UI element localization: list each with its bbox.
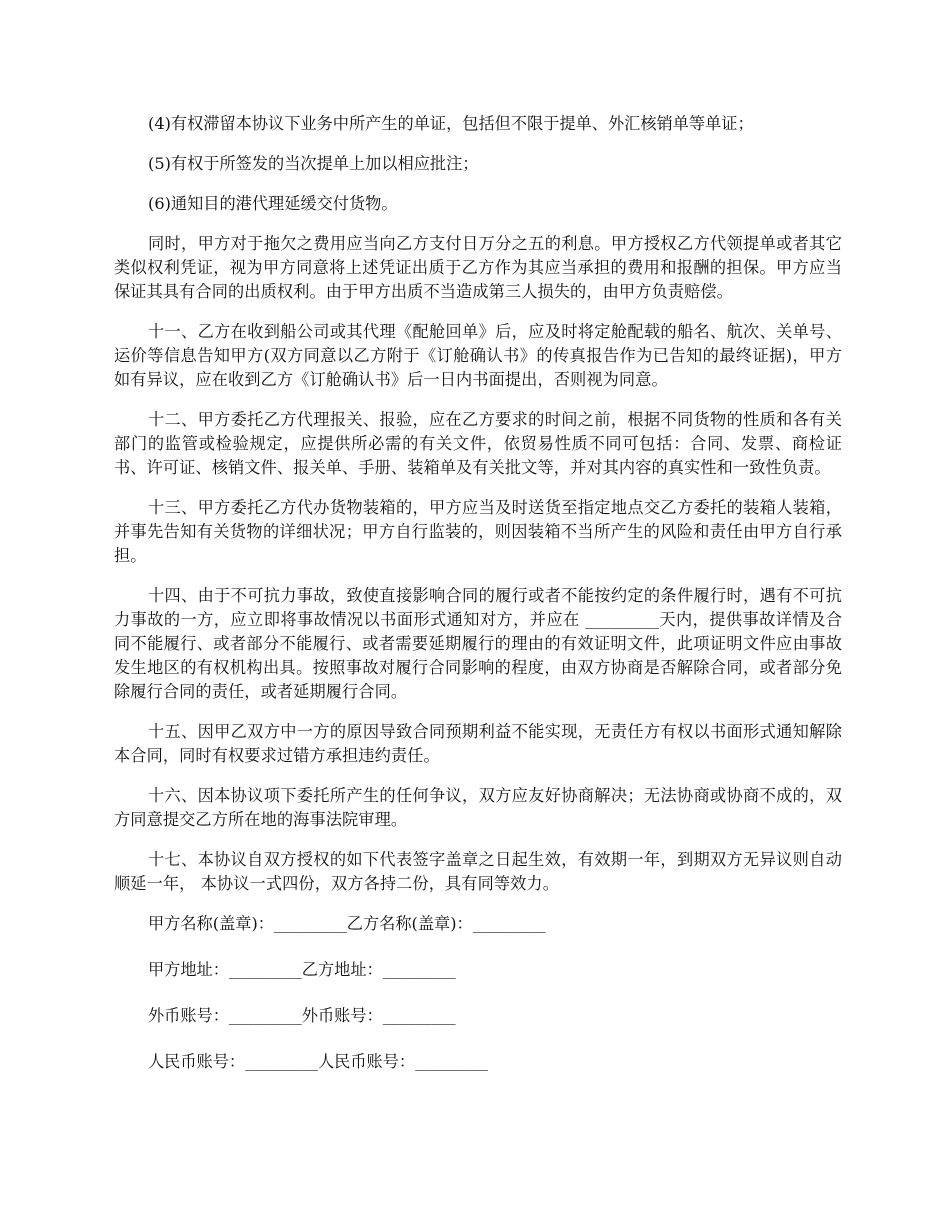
- signature-party-names: 甲方名称(盖章)：_________乙方名称(盖章)：_________: [148, 914, 546, 933]
- signature-foreign-accounts: 外币账号：_________外币账号：_________: [148, 1006, 456, 1025]
- signature-addresses: 甲方地址：_________乙方地址：_________: [148, 960, 456, 979]
- clause-11: 十一、乙方在收到船公司或其代理《配舱回单》后，应及时将定舱配载的船名、航次、关单号、运价等信息告知甲方(双方同意以乙方附于《订舱确认书》的传真报告作为已告知的最终证据)，甲方如有异议，应在收到乙方《订舱确认书》后一日内书面提出，否则视为同意。: [114, 322, 842, 389]
- contract-body: [114, 112, 842, 1096]
- clause-14: 十四、由于不可抗力事故，致使直接影响合同的履行或者不能按约定的条件履行时，遇有不可抗力事故的一方，应立即将事故情况以书面形式通知对方，并应在 _________天内，提供事故详情及合同不能履行、或者部分不能履行、或者需要延期履行的理由的有效证明文件，此项证明文件应由事故发生地区的有权机构出具。按照事故对履行合同影响的程度，由双方协商是否解除合同，或者部分免除履行合同的责任，或者延期履行合同。: [114, 586, 842, 701]
- clause-13: 十三、甲方委托乙方代办货物装箱的，甲方应当及时送货至指定地点交乙方委托的装箱人装箱，并事先告知有关货物的详细状况；甲方自行监装的，则因装箱不当所产生的风险和责任由甲方自行承担。: [114, 498, 842, 565]
- clause-item-6: (6)通知目的港代理延缓交付货物。: [148, 194, 398, 213]
- clause-15: 十五、因甲乙双方中一方的原因导致合同预期利益不能实现，无责任方有权以书面形式通知解除本合同，同时有权要求过错方承担违约责任。: [114, 722, 842, 765]
- clause-item-4: (4)有权滞留本协议下业务中所产生的单证，包括但不限于提单、外汇核销单等单证；: [148, 114, 754, 133]
- signature-rmb-accounts: 人民币账号：_________人民币账号：_________: [148, 1052, 488, 1071]
- clause-item-5: (5)有权于所签发的当次提单上加以相应批注；: [148, 154, 479, 173]
- interest-paragraph: 同时，甲方对于拖欠之费用应当向乙方支付日万分之五的利息。甲方授权乙方代领提单或者其它类似权利凭证，视为甲方同意将上述凭证出质于乙方作为其应当承担的费用和报酬的担保。甲方应当保证其具有合同的出质权利。由于甲方出质不当造成第三人损失的，由甲方负责赔偿。: [114, 234, 842, 301]
- clause-17: 十七、本协议自双方授权的如下代表签字盖章之日起生效，有效期一年，到期双方无异议则自动顺延一年， 本协议一式四份，双方各持二份，具有同等效力。: [114, 850, 842, 893]
- clause-16: 十六、因本协议项下委托所产生的任何争议，双方应友好协商解决；无法协商或协商不成的，双方同意提交乙方所在地的海事法院审理。: [114, 786, 842, 829]
- clause-12: 十二、甲方委托乙方代理报关、报验，应在乙方要求的时间之前，根据不同货物的性质和各有关部门的监管或检验规定，应提供所必需的有关文件，依贸易性质不同可包括：合同、发票、商检证书、许可证、核销文件、报关单、手册、装箱单及有关批文等，并对其内容的真实性和一致性负责。: [114, 410, 842, 477]
